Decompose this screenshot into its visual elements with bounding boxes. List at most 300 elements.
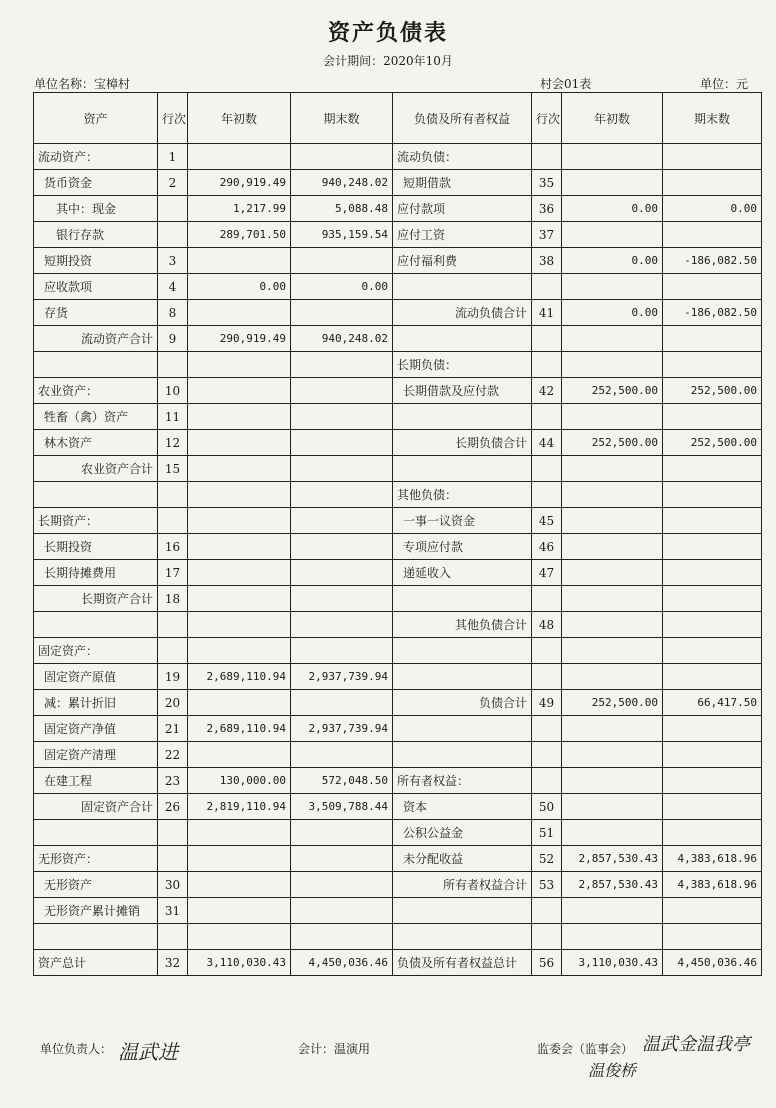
- asset-begin-cell: [188, 352, 291, 378]
- liab-line-cell: [532, 456, 562, 482]
- liab-line-cell: 44: [532, 430, 562, 456]
- asset-begin-cell: 289,701.50: [188, 222, 291, 248]
- liab-name-cell: [393, 586, 532, 612]
- liab-name-cell: 专项应付款: [393, 534, 532, 560]
- liab-begin-cell: 2,857,530.43: [562, 872, 663, 898]
- table-row: [34, 456, 762, 482]
- table-row: [34, 248, 762, 274]
- liab-name-cell: 应付款项: [393, 196, 532, 222]
- liab-begin-cell: [562, 274, 663, 300]
- asset-begin-cell: 130,000.00: [188, 768, 291, 794]
- liab-line-cell: 36: [532, 196, 562, 222]
- asset-end-cell: [291, 430, 393, 456]
- liab-line-cell: 42: [532, 378, 562, 404]
- asset-end-cell: [291, 482, 393, 508]
- liab-line-cell: [532, 924, 562, 950]
- liab-line-cell: 46: [532, 534, 562, 560]
- asset-line-cell: [158, 612, 188, 638]
- liab-end-cell: [663, 222, 762, 248]
- asset-end-cell: [291, 846, 393, 872]
- asset-name-cell: [34, 482, 158, 508]
- liab-line-cell: [532, 898, 562, 924]
- liab-name-cell: 所有者权益：: [393, 768, 532, 794]
- liab-begin-cell: [562, 794, 663, 820]
- asset-begin-cell: [188, 898, 291, 924]
- liab-name-cell: [393, 664, 532, 690]
- header-begin: 年初数: [562, 93, 663, 144]
- liab-line-cell: [532, 404, 562, 430]
- liab-line-cell: 35: [532, 170, 562, 196]
- liab-end-cell: [663, 404, 762, 430]
- header-line: 行次: [158, 93, 188, 144]
- asset-name-cell: 长期资产合计: [34, 586, 158, 612]
- liab-begin-cell: [562, 820, 663, 846]
- asset-name-cell: 银行存款: [34, 222, 158, 248]
- asset-line-cell: 4: [158, 274, 188, 300]
- supervisor-signature: 温武金温我亭: [642, 1034, 750, 1055]
- liab-line-cell: 52: [532, 846, 562, 872]
- header-begin: 年初数: [188, 93, 291, 144]
- liab-line-cell: [532, 274, 562, 300]
- table-row: [34, 170, 762, 196]
- liab-name-cell: [393, 326, 532, 352]
- liab-begin-cell: 0.00: [562, 196, 663, 222]
- asset-end-cell: 935,159.54: [291, 222, 393, 248]
- asset-name-cell: 无形资产：: [34, 846, 158, 872]
- liab-name-cell: [393, 924, 532, 950]
- asset-name-cell: 固定资产净值: [34, 716, 158, 742]
- asset-begin-cell: [188, 638, 291, 664]
- liab-begin-cell: [562, 612, 663, 638]
- asset-begin-cell: [188, 924, 291, 950]
- asset-begin-cell: [188, 144, 291, 170]
- liab-line-cell: 41: [532, 300, 562, 326]
- liab-begin-cell: [562, 560, 663, 586]
- asset-line-cell: [158, 820, 188, 846]
- liab-end-cell: [663, 664, 762, 690]
- asset-name-cell: 固定资产合计: [34, 794, 158, 820]
- table-row: [34, 924, 762, 950]
- liab-begin-cell: [562, 586, 663, 612]
- accountant-label: 会计：温演用: [298, 1042, 371, 1056]
- asset-begin-cell: [188, 742, 291, 768]
- header-liab: 负债及所有者权益: [393, 93, 532, 144]
- asset-line-cell: 16: [158, 534, 188, 560]
- table-row: [34, 638, 762, 664]
- liab-name-cell: 长期借款及应付款: [393, 378, 532, 404]
- balance-sheet-table: [33, 92, 762, 976]
- asset-name-cell: [34, 612, 158, 638]
- liab-begin-cell: [562, 170, 663, 196]
- table-row: [34, 742, 762, 768]
- liab-end-cell: [663, 456, 762, 482]
- liab-end-cell: 4,450,036.46: [663, 950, 762, 976]
- liab-begin-cell: [562, 924, 663, 950]
- liab-line-cell: [532, 144, 562, 170]
- asset-end-cell: [291, 534, 393, 560]
- asset-begin-cell: [188, 846, 291, 872]
- asset-begin-cell: 0.00: [188, 274, 291, 300]
- liab-name-cell: 负债合计: [393, 690, 532, 716]
- table-row: [34, 222, 762, 248]
- asset-name-cell: 固定资产原值: [34, 664, 158, 690]
- asset-begin-cell: 1,217.99: [188, 196, 291, 222]
- asset-begin-cell: 2,689,110.94: [188, 716, 291, 742]
- asset-name-cell: 无形资产累计摊销: [34, 898, 158, 924]
- currency-unit: 单位：元: [700, 77, 749, 91]
- table-row: [34, 482, 762, 508]
- unit-name: 单位名称：宝樟村: [34, 77, 131, 91]
- asset-end-cell: [291, 612, 393, 638]
- table-row: [34, 716, 762, 742]
- liab-begin-cell: 252,500.00: [562, 430, 663, 456]
- liab-begin-cell: [562, 222, 663, 248]
- liab-line-cell: [532, 482, 562, 508]
- liab-line-cell: 45: [532, 508, 562, 534]
- liab-begin-cell: [562, 664, 663, 690]
- liab-begin-cell: [562, 768, 663, 794]
- liab-end-cell: [663, 612, 762, 638]
- asset-name-cell: 无形资产: [34, 872, 158, 898]
- asset-end-cell: [291, 638, 393, 664]
- liab-name-cell: 流动负债合计: [393, 300, 532, 326]
- table-row: [34, 560, 762, 586]
- liab-begin-cell: [562, 352, 663, 378]
- liab-end-cell: [663, 352, 762, 378]
- principal-label: 单位负责人：: [40, 1042, 113, 1056]
- asset-end-cell: [291, 378, 393, 404]
- liab-begin-cell: [562, 534, 663, 560]
- asset-end-cell: [291, 456, 393, 482]
- liab-end-cell: -186,082.50: [663, 300, 762, 326]
- table-row: [34, 794, 762, 820]
- liab-end-cell: [663, 534, 762, 560]
- table-row: [34, 326, 762, 352]
- liab-line-cell: [532, 716, 562, 742]
- asset-line-cell: 15: [158, 456, 188, 482]
- table-row: [34, 430, 762, 456]
- asset-end-cell: [291, 404, 393, 430]
- liab-end-cell: [663, 482, 762, 508]
- asset-end-cell: 0.00: [291, 274, 393, 300]
- asset-end-cell: [291, 300, 393, 326]
- table-row: [34, 404, 762, 430]
- table-row: [34, 534, 762, 560]
- liab-begin-cell: [562, 482, 663, 508]
- asset-begin-cell: [188, 872, 291, 898]
- asset-line-cell: 12: [158, 430, 188, 456]
- asset-line-cell: 21: [158, 716, 188, 742]
- asset-begin-cell: 2,689,110.94: [188, 664, 291, 690]
- asset-begin-cell: [188, 378, 291, 404]
- liab-line-cell: 37: [532, 222, 562, 248]
- liab-begin-cell: 252,500.00: [562, 378, 663, 404]
- liab-line-cell: [532, 326, 562, 352]
- liab-name-cell: 应付工资: [393, 222, 532, 248]
- table-row: [34, 508, 762, 534]
- asset-line-cell: 9: [158, 326, 188, 352]
- liab-name-cell: 负债及所有者权益总计: [393, 950, 532, 976]
- asset-line-cell: [158, 196, 188, 222]
- liab-end-cell: [663, 898, 762, 924]
- accounting-period: 会计期间：2020年10月: [323, 54, 453, 68]
- asset-name-cell: 减：累计折旧: [34, 690, 158, 716]
- liab-name-cell: 所有者权益合计: [393, 872, 532, 898]
- principal-signature: 温武进: [118, 1040, 178, 1064]
- asset-name-cell: 其中：现金: [34, 196, 158, 222]
- liab-line-cell: [532, 586, 562, 612]
- asset-end-cell: [291, 898, 393, 924]
- liab-begin-cell: 0.00: [562, 300, 663, 326]
- liab-name-cell: [393, 404, 532, 430]
- asset-begin-cell: [188, 534, 291, 560]
- asset-end-cell: [291, 560, 393, 586]
- liab-name-cell: 短期借款: [393, 170, 532, 196]
- liab-begin-cell: 3,110,030.43: [562, 950, 663, 976]
- table-row: [34, 196, 762, 222]
- asset-line-cell: 10: [158, 378, 188, 404]
- liab-end-cell: 252,500.00: [663, 430, 762, 456]
- supervisor-label: 监委会（监事会）: [537, 1042, 634, 1056]
- asset-name-cell: [34, 352, 158, 378]
- asset-begin-cell: [188, 404, 291, 430]
- asset-begin-cell: [188, 560, 291, 586]
- liab-end-cell: 66,417.50: [663, 690, 762, 716]
- asset-name-cell: 应收款项: [34, 274, 158, 300]
- asset-line-cell: [158, 508, 188, 534]
- asset-end-cell: 2,937,739.94: [291, 664, 393, 690]
- asset-line-cell: 11: [158, 404, 188, 430]
- asset-begin-cell: 290,919.49: [188, 326, 291, 352]
- asset-line-cell: [158, 352, 188, 378]
- asset-line-cell: [158, 222, 188, 248]
- asset-begin-cell: 2,819,110.94: [188, 794, 291, 820]
- liab-end-cell: [663, 508, 762, 534]
- table-row: [34, 300, 762, 326]
- liab-line-cell: 49: [532, 690, 562, 716]
- liab-end-cell: -186,082.50: [663, 248, 762, 274]
- asset-end-cell: [291, 248, 393, 274]
- liab-name-cell: [393, 742, 532, 768]
- liab-begin-cell: [562, 742, 663, 768]
- asset-name-cell: 长期投资: [34, 534, 158, 560]
- header-row: [34, 93, 762, 144]
- liab-end-cell: [663, 794, 762, 820]
- liab-begin-cell: [562, 326, 663, 352]
- asset-begin-cell: 3,110,030.43: [188, 950, 291, 976]
- asset-name-cell: [34, 924, 158, 950]
- asset-end-cell: [291, 586, 393, 612]
- liab-begin-cell: [562, 456, 663, 482]
- asset-begin-cell: [188, 586, 291, 612]
- table-row: [34, 378, 762, 404]
- asset-name-cell: 资产总计: [34, 950, 158, 976]
- liab-name-cell: 流动负债：: [393, 144, 532, 170]
- asset-begin-cell: [188, 820, 291, 846]
- asset-end-cell: [291, 924, 393, 950]
- asset-begin-cell: 290,919.49: [188, 170, 291, 196]
- asset-end-cell: 5,088.48: [291, 196, 393, 222]
- asset-name-cell: 长期资产：: [34, 508, 158, 534]
- table-row: [34, 820, 762, 846]
- asset-begin-cell: [188, 690, 291, 716]
- liab-end-cell: [663, 742, 762, 768]
- table-row: [34, 950, 762, 976]
- liab-end-cell: [663, 326, 762, 352]
- header-end: 期末数: [663, 93, 762, 144]
- liab-name-cell: 应付福利费: [393, 248, 532, 274]
- asset-name-cell: 短期投资: [34, 248, 158, 274]
- liab-end-cell: 4,383,618.96: [663, 846, 762, 872]
- liab-end-cell: 0.00: [663, 196, 762, 222]
- liab-line-cell: 53: [532, 872, 562, 898]
- liab-name-cell: [393, 456, 532, 482]
- liab-end-cell: 252,500.00: [663, 378, 762, 404]
- liab-end-cell: [663, 144, 762, 170]
- liab-line-cell: 47: [532, 560, 562, 586]
- liab-begin-cell: 0.00: [562, 248, 663, 274]
- liab-end-cell: [663, 170, 762, 196]
- liab-begin-cell: 252,500.00: [562, 690, 663, 716]
- liab-name-cell: [393, 274, 532, 300]
- asset-line-cell: 17: [158, 560, 188, 586]
- header-asset: 资产: [34, 93, 158, 144]
- asset-end-cell: 4,450,036.46: [291, 950, 393, 976]
- asset-line-cell: [158, 846, 188, 872]
- liab-name-cell: 长期负债：: [393, 352, 532, 378]
- asset-name-cell: 固定资产清理: [34, 742, 158, 768]
- liab-line-cell: [532, 352, 562, 378]
- form-number: 村会01表: [540, 77, 592, 91]
- liab-line-cell: [532, 742, 562, 768]
- table-row: [34, 872, 762, 898]
- liab-end-cell: [663, 274, 762, 300]
- asset-line-cell: 2: [158, 170, 188, 196]
- asset-line-cell: 23: [158, 768, 188, 794]
- asset-begin-cell: [188, 482, 291, 508]
- asset-end-cell: [291, 742, 393, 768]
- liab-name-cell: [393, 716, 532, 742]
- table-row: [34, 612, 762, 638]
- liab-end-cell: [663, 924, 762, 950]
- liab-begin-cell: [562, 716, 663, 742]
- liab-begin-cell: [562, 144, 663, 170]
- asset-begin-cell: [188, 508, 291, 534]
- asset-name-cell: 农业资产：: [34, 378, 158, 404]
- liab-name-cell: 长期负债合计: [393, 430, 532, 456]
- table-row: [34, 690, 762, 716]
- asset-end-cell: [291, 820, 393, 846]
- asset-end-cell: [291, 144, 393, 170]
- asset-line-cell: 8: [158, 300, 188, 326]
- asset-line-cell: 3: [158, 248, 188, 274]
- liab-line-cell: 56: [532, 950, 562, 976]
- asset-line-cell: [158, 482, 188, 508]
- asset-name-cell: 牲畜（禽）资产: [34, 404, 158, 430]
- table-row: [34, 664, 762, 690]
- liab-line-cell: 38: [532, 248, 562, 274]
- liab-end-cell: [663, 560, 762, 586]
- table-row: [34, 274, 762, 300]
- asset-begin-cell: [188, 456, 291, 482]
- liab-name-cell: 公积公益金: [393, 820, 532, 846]
- liab-line-cell: [532, 638, 562, 664]
- asset-line-cell: [158, 924, 188, 950]
- asset-end-cell: [291, 352, 393, 378]
- asset-end-cell: 3,509,788.44: [291, 794, 393, 820]
- liab-name-cell: [393, 898, 532, 924]
- liab-name-cell: 递延收入: [393, 560, 532, 586]
- liab-name-cell: 未分配收益: [393, 846, 532, 872]
- asset-end-cell: [291, 508, 393, 534]
- table-row: [34, 352, 762, 378]
- asset-name-cell: 长期待摊费用: [34, 560, 158, 586]
- asset-end-cell: [291, 872, 393, 898]
- asset-line-cell: 18: [158, 586, 188, 612]
- liab-name-cell: 其他负债：: [393, 482, 532, 508]
- asset-line-cell: 30: [158, 872, 188, 898]
- asset-line-cell: [158, 638, 188, 664]
- liab-begin-cell: [562, 404, 663, 430]
- table-row: [34, 898, 762, 924]
- report-title: 资产负债表: [327, 20, 448, 46]
- liab-end-cell: [663, 638, 762, 664]
- asset-line-cell: 20: [158, 690, 188, 716]
- asset-end-cell: [291, 690, 393, 716]
- asset-end-cell: 940,248.02: [291, 170, 393, 196]
- asset-name-cell: 货币资金: [34, 170, 158, 196]
- asset-name-cell: 农业资产合计: [34, 456, 158, 482]
- asset-line-cell: 22: [158, 742, 188, 768]
- supervisor-signature-2: 温俊桥: [588, 1061, 637, 1080]
- asset-end-cell: 2,937,739.94: [291, 716, 393, 742]
- asset-name-cell: 林木资产: [34, 430, 158, 456]
- header-end: 期末数: [291, 93, 393, 144]
- asset-line-cell: 26: [158, 794, 188, 820]
- liab-name-cell: 资本: [393, 794, 532, 820]
- asset-end-cell: 572,048.50: [291, 768, 393, 794]
- table-row: [34, 586, 762, 612]
- asset-begin-cell: [188, 300, 291, 326]
- liab-begin-cell: [562, 638, 663, 664]
- liab-end-cell: [663, 768, 762, 794]
- liab-name-cell: [393, 638, 532, 664]
- liab-name-cell: 其他负债合计: [393, 612, 532, 638]
- liab-line-cell: 50: [532, 794, 562, 820]
- liab-end-cell: [663, 586, 762, 612]
- asset-line-cell: 1: [158, 144, 188, 170]
- asset-name-cell: 流动资产合计: [34, 326, 158, 352]
- asset-line-cell: 19: [158, 664, 188, 690]
- liab-line-cell: [532, 664, 562, 690]
- liab-begin-cell: [562, 898, 663, 924]
- liab-end-cell: 4,383,618.96: [663, 872, 762, 898]
- asset-name-cell: 存货: [34, 300, 158, 326]
- liab-end-cell: [663, 820, 762, 846]
- asset-name-cell: 固定资产：: [34, 638, 158, 664]
- asset-line-cell: 31: [158, 898, 188, 924]
- asset-name-cell: 流动资产：: [34, 144, 158, 170]
- asset-name-cell: [34, 820, 158, 846]
- asset-begin-cell: [188, 612, 291, 638]
- liab-line-cell: [532, 768, 562, 794]
- asset-begin-cell: [188, 430, 291, 456]
- asset-line-cell: 32: [158, 950, 188, 976]
- liab-line-cell: 48: [532, 612, 562, 638]
- table-row: [34, 144, 762, 170]
- liab-name-cell: 一事一议资金: [393, 508, 532, 534]
- table-row: [34, 846, 762, 872]
